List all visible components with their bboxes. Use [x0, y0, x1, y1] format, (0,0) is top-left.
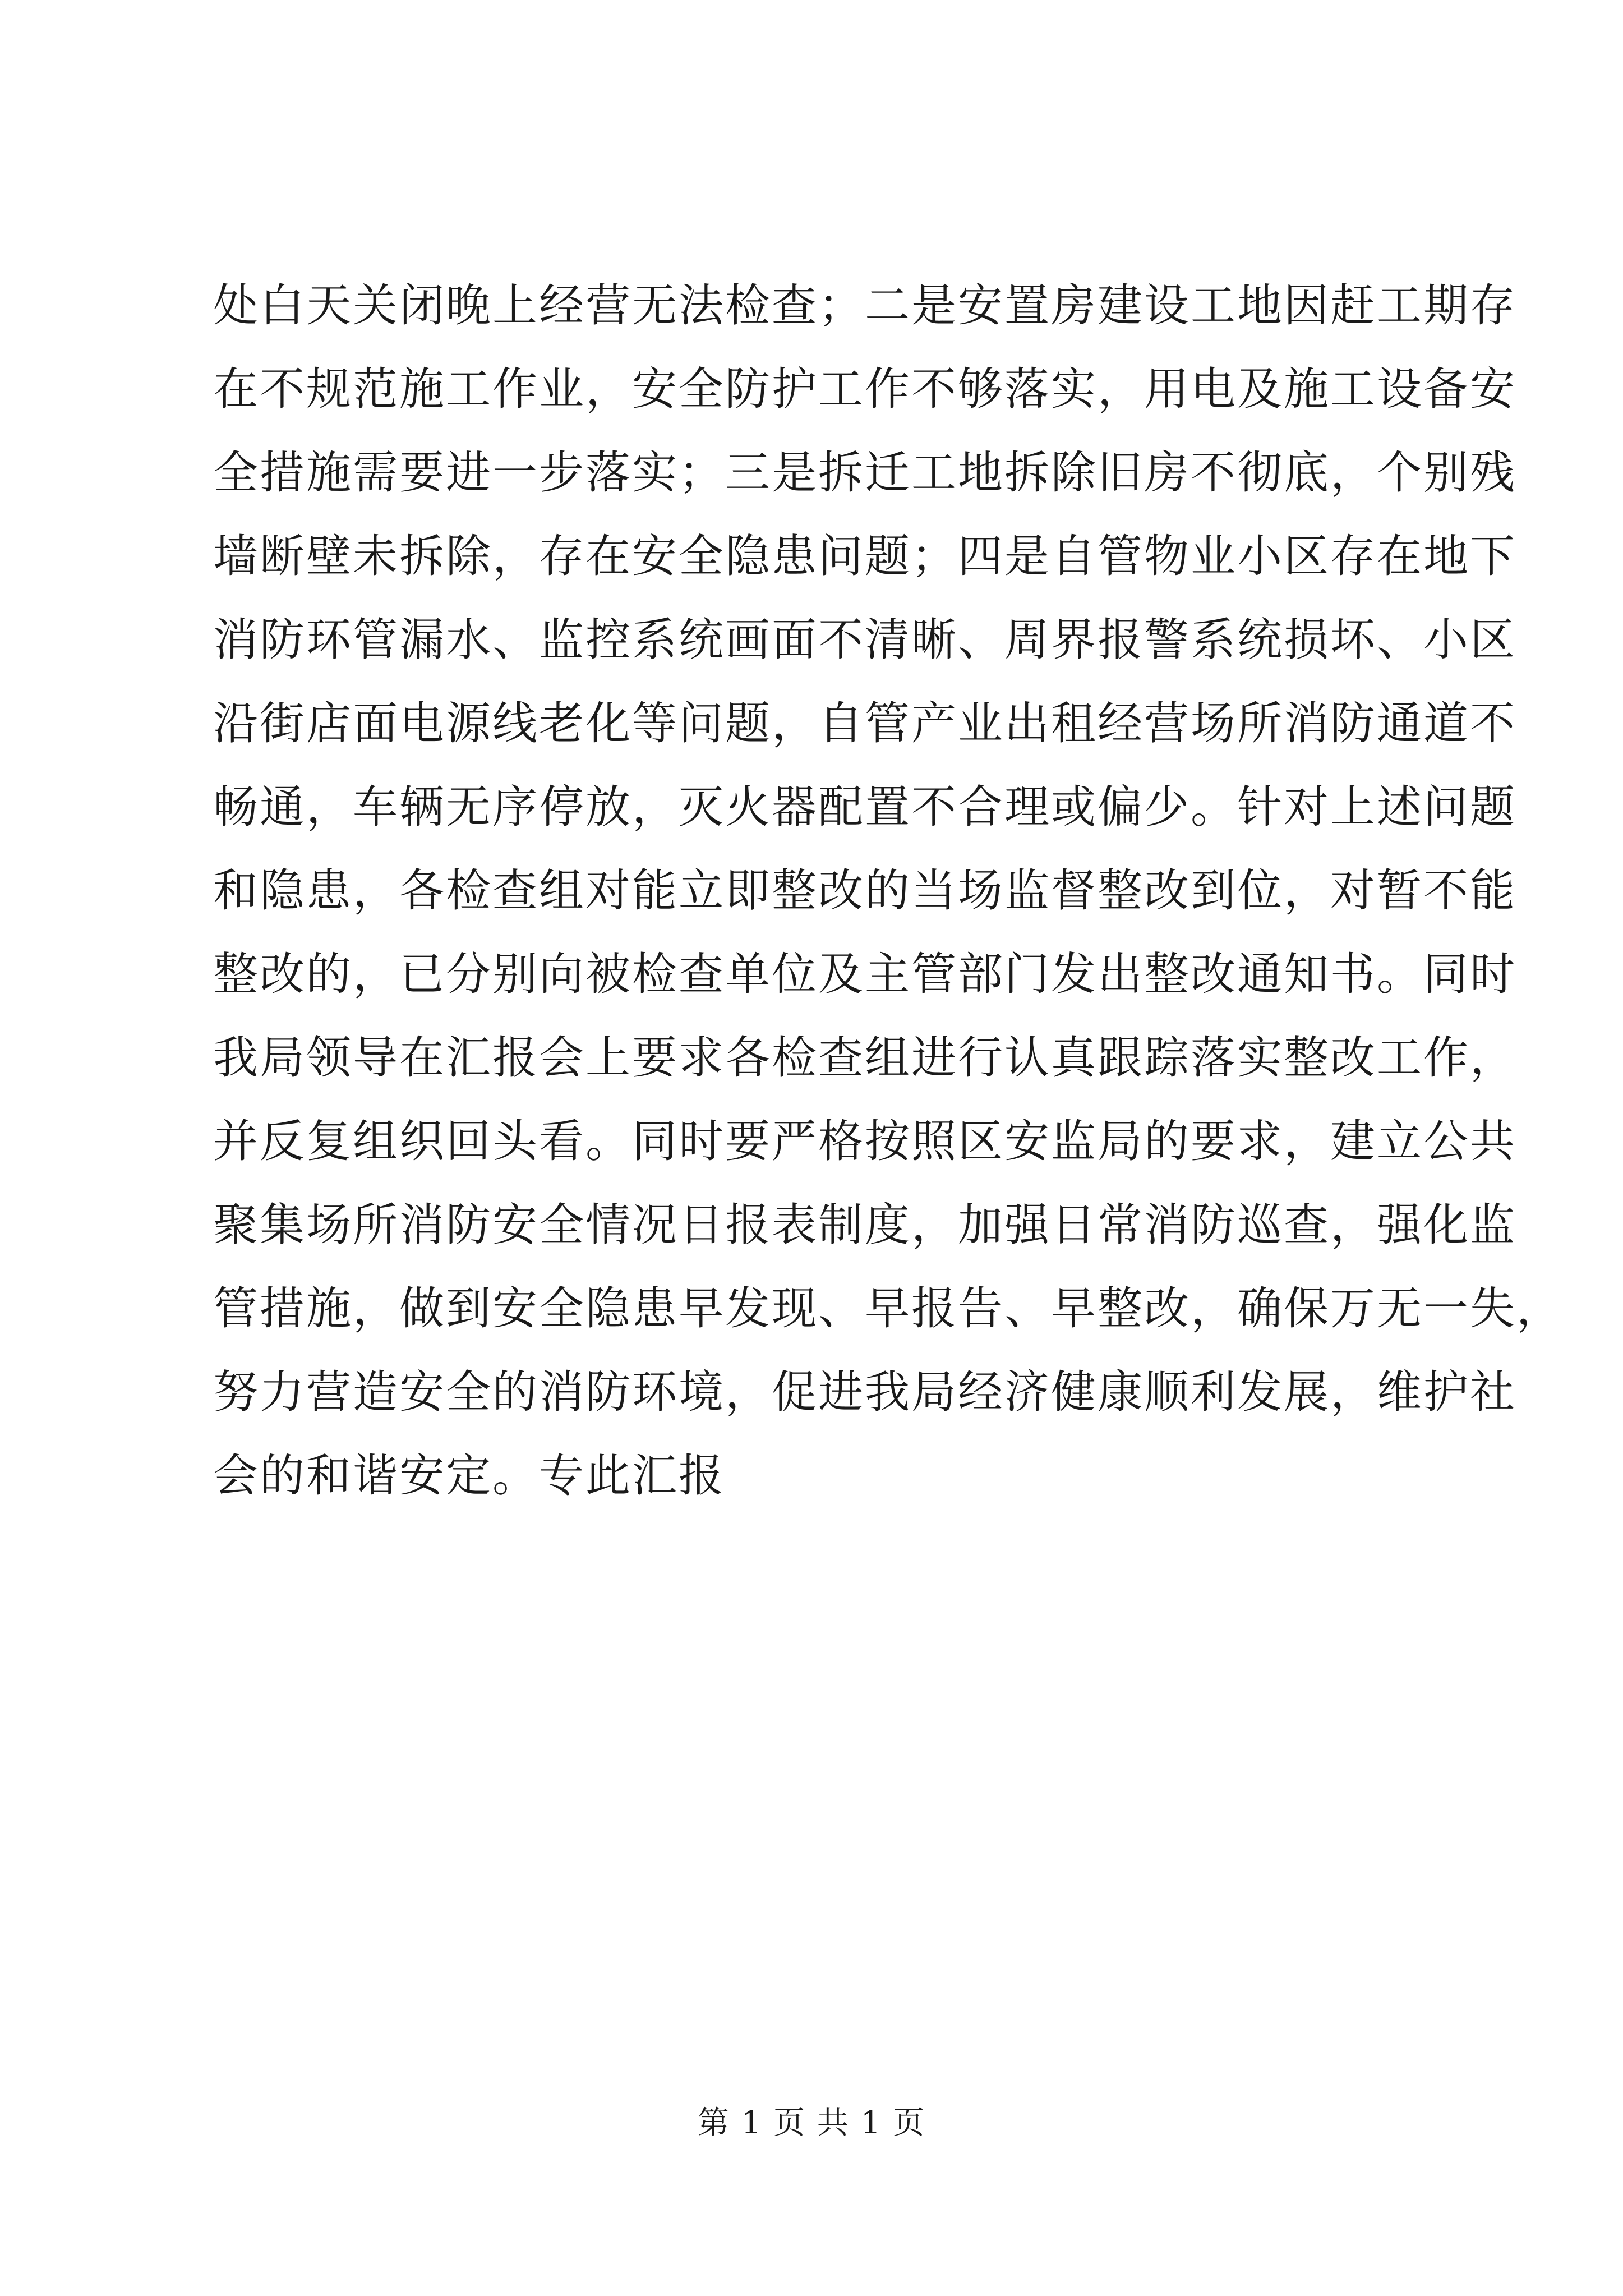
body-line: 努力营造安全的消防环境，促进我局经济健康顺利发展，维护社	[213, 1366, 1516, 1418]
body-line: 在不规范施工作业，安全防护工作不够落实，用电及施工设备安	[213, 363, 1516, 415]
body-line: 畅通，车辆无序停放，灭火器配置不合理或偏少。针对上述问题	[213, 781, 1516, 833]
body-line: 全措施需要进一步落实；三是拆迁工地拆除旧房不彻底，个别残	[213, 447, 1516, 499]
page-footer: 第 1 页 共 1 页	[697, 2105, 926, 2141]
document-body	[213, 264, 1563, 1517]
body-line-last: 会的和谐安定。专此汇报	[213, 1450, 725, 1502]
body-line: 并反复组织回头看。同时要严格按照区安监局的要求，建立公共	[213, 1115, 1516, 1167]
body-line: 聚集场所消防安全情况日报表制度，加强日常消防巡查，强化监	[213, 1199, 1516, 1251]
body-line: 消防环管漏水、监控系统画面不清晰、周界报警系统损坏、小区	[213, 614, 1516, 666]
body-line: 沿街店面电源线老化等问题，自管产业出租经营场所消防通道不	[213, 697, 1516, 749]
body-line: 我局领导在汇报会上要求各检查组进行认真跟踪落实整改工作，	[213, 1032, 1516, 1084]
body-line: 墙断壁未拆除，存在安全隐患问题；四是自管物业小区存在地下	[213, 530, 1516, 582]
body-line: 和隐患，各检查组对能立即整改的当场监督整改到位，对暂不能	[213, 864, 1516, 917]
body-line: 管措施，做到安全隐患早发现、早报告、早整改，确保万无一失，	[213, 1282, 1563, 1335]
body-line: 整改的，已分别向被检查单位及主管部门发出整改通知书。同时	[213, 948, 1516, 1000]
body-line: 处白天关闭晚上经营无法检查；二是安置房建设工地因赶工期存	[213, 279, 1516, 332]
